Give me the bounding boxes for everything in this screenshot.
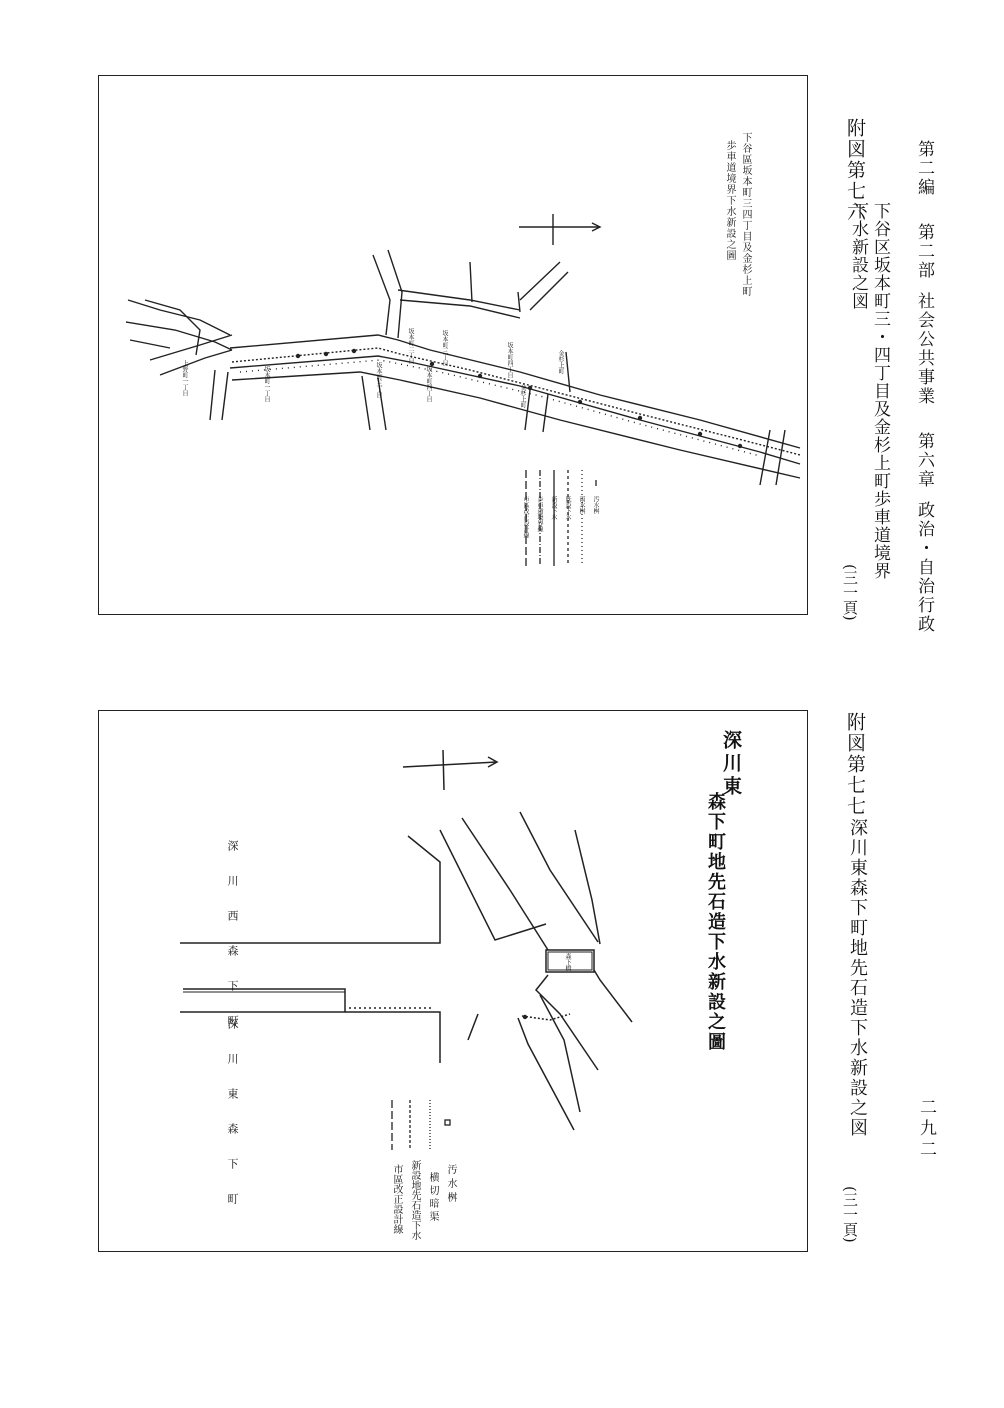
figure77-street-label: 深川東森下町: [226, 1018, 239, 1228]
figure76-legend-item: 既設下水: [564, 496, 571, 520]
figure76-street-label: 坂本町四丁目: [425, 366, 432, 402]
figure76-street-label: 金杉上町: [519, 384, 526, 408]
figure77-legend-item: 市區改正設計線: [391, 1164, 402, 1234]
figure77-legend-item: 汚水桝: [445, 1164, 456, 1206]
figure76-street-label: 坂本町三丁目: [375, 362, 382, 398]
figure76-street-label: 金杉上町: [557, 350, 564, 374]
figure76-caption-line2: 下水新設之図: [848, 202, 868, 310]
figure76-street-label: 坂本町一丁目: [263, 366, 270, 402]
figure76-street-label: 坂本町三丁目: [441, 330, 448, 366]
figure77-bridge-label: 森下橋: [564, 953, 571, 971]
header-chapter-title: 政治・自治行政: [914, 501, 934, 634]
figure77-number: 附図第七七: [844, 712, 866, 817]
figure77-street-label: 深川西森下町: [226, 840, 239, 1050]
header-chapter: 第六章: [914, 432, 934, 489]
figure76-caption-line1: 下谷区坂本町三・四丁目及金杉上町歩車道境界: [870, 202, 890, 580]
figure76-legend-item: 新設下水: [550, 496, 557, 520]
figure76-street-label: 坂本町四丁目: [506, 342, 513, 378]
figure77-page-ref: (三一頁): [841, 1186, 859, 1243]
figure76-number: 附図第七六: [844, 118, 866, 223]
figure76-legend-item: 歩車道境界線: [536, 496, 543, 532]
figure76-legend-item: 市區改正設計線: [522, 496, 529, 538]
figure76-legend-item: 汚水桝: [592, 496, 599, 514]
figure77-map-title-line2: 森下町地先石造下水新設之圖: [705, 792, 726, 1052]
header-section-title: 社会公共事業: [914, 292, 934, 406]
figure76-street-label: 上野町一丁目: [181, 360, 188, 396]
header-section: 第二部: [914, 223, 934, 280]
figure76-map-title-line2: 歩車道境界下水新設之圖: [724, 140, 735, 261]
figure76-map-title-line1: 下谷區坂本町三四丁目及金杉上町: [740, 132, 751, 297]
figure77-legend-item: 横切暗渠: [427, 1172, 438, 1224]
figure77-map-title-line1: 深川東: [720, 730, 742, 799]
figure77-legend-item: 新設地先石造下水: [409, 1160, 420, 1240]
header-part: 第二編: [914, 140, 934, 197]
figure76-page-ref: (三一頁): [841, 564, 859, 621]
figure76-street-label: 坂本町二丁目: [407, 328, 414, 364]
figure76-legend-item: 雨水桝: [578, 496, 585, 514]
figure77-caption: 深川東森下町地先石造下水新設之図: [847, 818, 868, 1138]
page-number: 二九二: [916, 1098, 936, 1161]
